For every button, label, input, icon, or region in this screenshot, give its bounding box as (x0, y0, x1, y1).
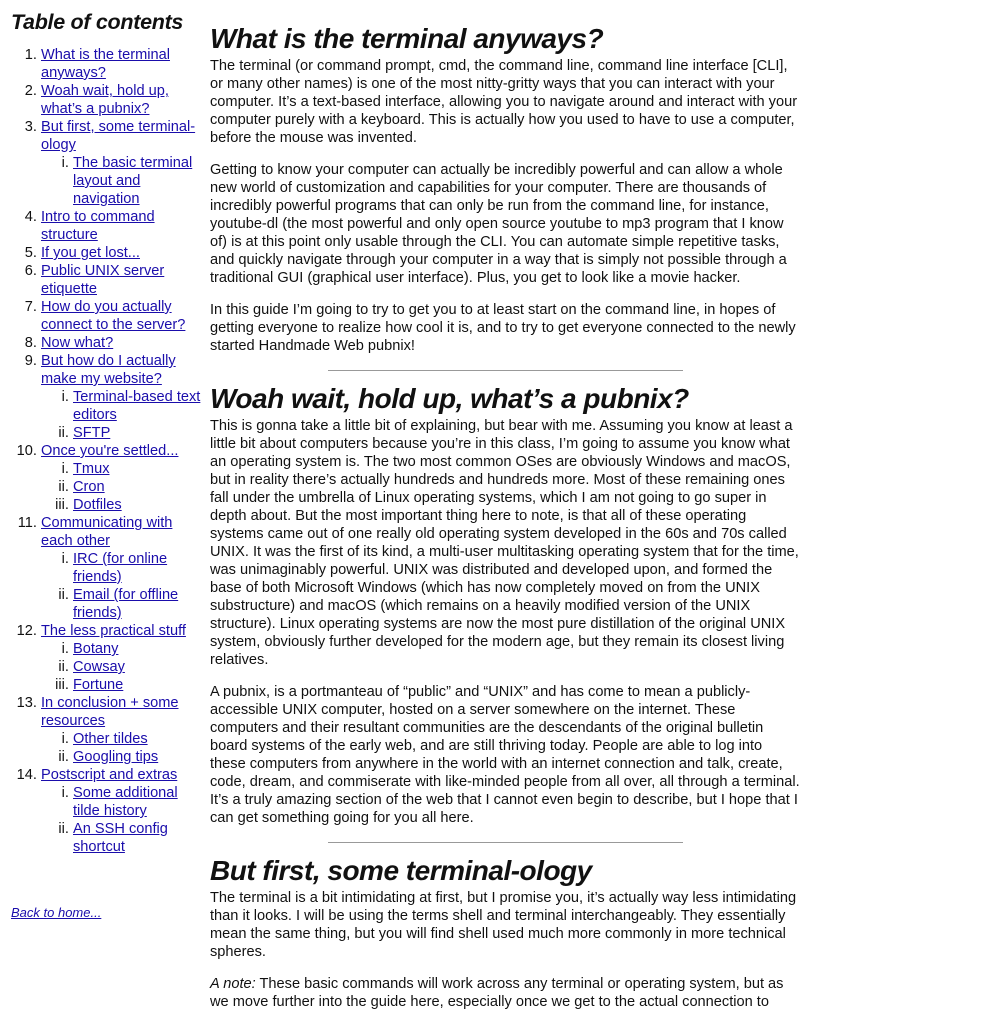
toc-sublink[interactable]: Cron (73, 479, 105, 495)
toc-link[interactable]: Public UNIX server etiquette (41, 263, 165, 297)
back-home-container (11, 904, 101, 922)
toc-link[interactable]: If you get lost... (41, 245, 140, 261)
toc-subitem (73, 748, 201, 766)
toc-link[interactable]: In conclusion + some resources (41, 695, 179, 729)
toc-item (41, 244, 201, 262)
toc-link[interactable]: The less practical stuff (41, 623, 186, 639)
toc-sublink[interactable]: IRC (for online friends) (73, 551, 168, 585)
toc-item (41, 352, 201, 442)
toc-title: Table of contents (11, 10, 184, 34)
toc-sublink[interactable]: Some additional tilde history (73, 785, 178, 819)
toc-subitem (73, 550, 201, 586)
paragraph: The terminal is a bit intimidating at first, but I promise you, it’s actually way less intimidating than it looks. I will be using the terms shell and terminal interchangeably. They essentially mean the same thing, but you will find shell used much more commonly in more technical spheres. (210, 890, 797, 960)
back-home-link[interactable]: Back to home... (11, 905, 102, 920)
toc-list (11, 46, 201, 856)
main-content (210, 21, 800, 1025)
toc-sublink[interactable]: Cowsay (73, 659, 125, 675)
toc-item (41, 766, 201, 856)
toc-subitem (73, 586, 201, 622)
paragraph: A pubnix, is a portmanteau of “public” and “UNIX” and has come to mean a publicly-accessible UNIX computer, hosted on a server somewhere on the internet. These computers and their resultant communities are the descendants of the original bulletin board systems of the early web, and are still thriving today. People are able to log into these computers from anywhere in the world with an internet connection and talk, create, code, dream, and commiserate with like-minded people from all over, all through a terminal. It’s a truly amazing section of the web that I cannot even begin to describe, but I hope that I can get something going for you all here. (210, 684, 800, 826)
toc-item (41, 82, 201, 118)
toc-sublist (41, 550, 201, 622)
toc-sublink[interactable]: Googling tips (73, 749, 159, 765)
toc-link[interactable]: Intro to command structure (41, 209, 155, 243)
toc-link[interactable]: What is the terminal anyways? (41, 47, 170, 81)
toc-item (41, 514, 201, 622)
toc-item (41, 622, 201, 694)
toc-item (41, 208, 201, 244)
toc-sublist (41, 460, 201, 514)
toc-link[interactable]: Now what? (41, 335, 114, 351)
toc-item (41, 298, 201, 334)
paragraph: The terminal (or command prompt, cmd, the command line, command line interface [CLI], or many other names) is one of the most nitty-gritty ways that you can interact with your computer. It’s a text-based interface, allowing you to navigate around and interact with your computer purely with a keyboard. This is actually how you used to have to use a computer, before the mouse was invented. (210, 58, 798, 146)
table-of-contents (11, 9, 201, 920)
section-heading: What is the terminal anyways? (210, 23, 604, 54)
toc-link[interactable]: But how do I actually make my website? (41, 353, 176, 387)
toc-subitem (73, 478, 201, 496)
toc-sublist (41, 154, 201, 208)
toc-sublink[interactable]: Terminal-based text editors (73, 389, 201, 423)
toc-subitem (73, 388, 201, 424)
paragraph: Getting to know your computer can actually be incredibly powerful and can allow a whole new world of customization and capabilities for your computer. There are thousands of incredibly powerful programs that can only be run from the command line, for instance, youtube-dl (the most powerful and only open source youtube to mp3 program that I know of) is at this point only usable through the CLI. You can automate simple repetitive tasks, and quickly navigate through your computer in a way that is simply not possible through a traditional GUI (graphical user interface). Plus, you get to look like a movie hacker. (210, 162, 787, 286)
toc-sublink[interactable]: Other tildes (73, 731, 148, 747)
toc-link[interactable]: Woah wait, hold up, what’s a pubnix? (41, 83, 169, 117)
toc-link[interactable]: Communicating with each other (41, 515, 173, 549)
toc-subitem (73, 676, 201, 694)
section-terminal (210, 21, 800, 355)
toc-item (41, 334, 201, 352)
toc-sublink[interactable]: Tmux (73, 461, 110, 477)
paragraph: This is gonna take a little bit of explaining, but bear with me. Assuming you know at least a little bit about computers because you’re in this class, I’m going to assume you know what an operating system is. The two most common OSes are obviously Windows and macOS, but in reality there’s actually hundreds and hundreds more. Most of these remaining ones fall under the umbrella of Linux operating systems, which I am not going to go super in depth about. But the most important thing here to note, is that all of these operating systems came out of one really old operating system developed in the 60s and 70s called UNIX. It was the first of its kind, a multi-user multitasking operating system that for the time, was unimaginably powerful. UNIX was distributed and developed upon, and formed the base of both Microsoft Windows (which has now completely moved on from the UNIX substructure) and macOS (which remains on a heavily modified version of the UNIX structure). Linux operating systems are now the most pure distillation of the original UNIX system, obviously further developed for the modern age, but they remain its closest living relatives. (210, 418, 799, 668)
toc-subitem (73, 640, 201, 658)
section-divider (328, 842, 683, 843)
toc-sublink[interactable]: Fortune (73, 677, 124, 693)
toc-sublist (41, 640, 201, 694)
toc-link[interactable]: But first, some terminal-ology (41, 119, 196, 153)
section-heading: But first, some terminal-ology (210, 855, 592, 886)
note-paragraph (210, 975, 800, 1011)
toc-sublist (41, 784, 201, 856)
note-text: These basic commands will work across any terminal or operating system, but as we move further into the guide here, especially once we get to the actual connection to (210, 976, 784, 1010)
paragraph: In this guide I’m going to try to get you to at least start on the command line, in hopes of getting everyone to realize how cool it is, and to try to get everyone connected to the newly started Handmade Web pubnix! (210, 302, 796, 354)
toc-sublink[interactable]: SFTP (73, 425, 111, 441)
toc-subitem (73, 496, 201, 514)
toc-sublist (41, 730, 201, 766)
toc-subitem (73, 460, 201, 478)
toc-sublink[interactable]: Botany (73, 641, 119, 657)
toc-item (41, 262, 201, 298)
toc-subitem (73, 658, 201, 676)
toc-sublink[interactable]: The basic terminal layout and navigation (73, 155, 193, 207)
toc-item (41, 442, 201, 514)
toc-subitem (73, 820, 201, 856)
toc-subitem (73, 784, 201, 820)
section-heading: Woah wait, hold up, what’s a pubnix? (210, 383, 689, 414)
toc-item (41, 118, 201, 208)
section-divider (328, 370, 683, 371)
toc-item (41, 46, 201, 82)
toc-link[interactable]: Once you're settled... (41, 443, 179, 459)
toc-item (41, 694, 201, 766)
toc-sublink[interactable]: Email (for offline friends) (73, 587, 179, 621)
toc-link[interactable]: How do you actually connect to the server? (41, 299, 186, 333)
note-label: A note: (210, 976, 256, 992)
section-terminology (210, 853, 800, 1011)
toc-subitem (73, 424, 201, 442)
toc-subitem (73, 154, 201, 208)
toc-sublink[interactable]: Dotfiles (73, 497, 122, 513)
toc-sublink[interactable]: An SSH config shortcut (73, 821, 168, 855)
section-pubnix (210, 381, 800, 827)
toc-subitem (73, 730, 201, 748)
toc-sublist (41, 388, 201, 442)
toc-link[interactable]: Postscript and extras (41, 767, 178, 783)
